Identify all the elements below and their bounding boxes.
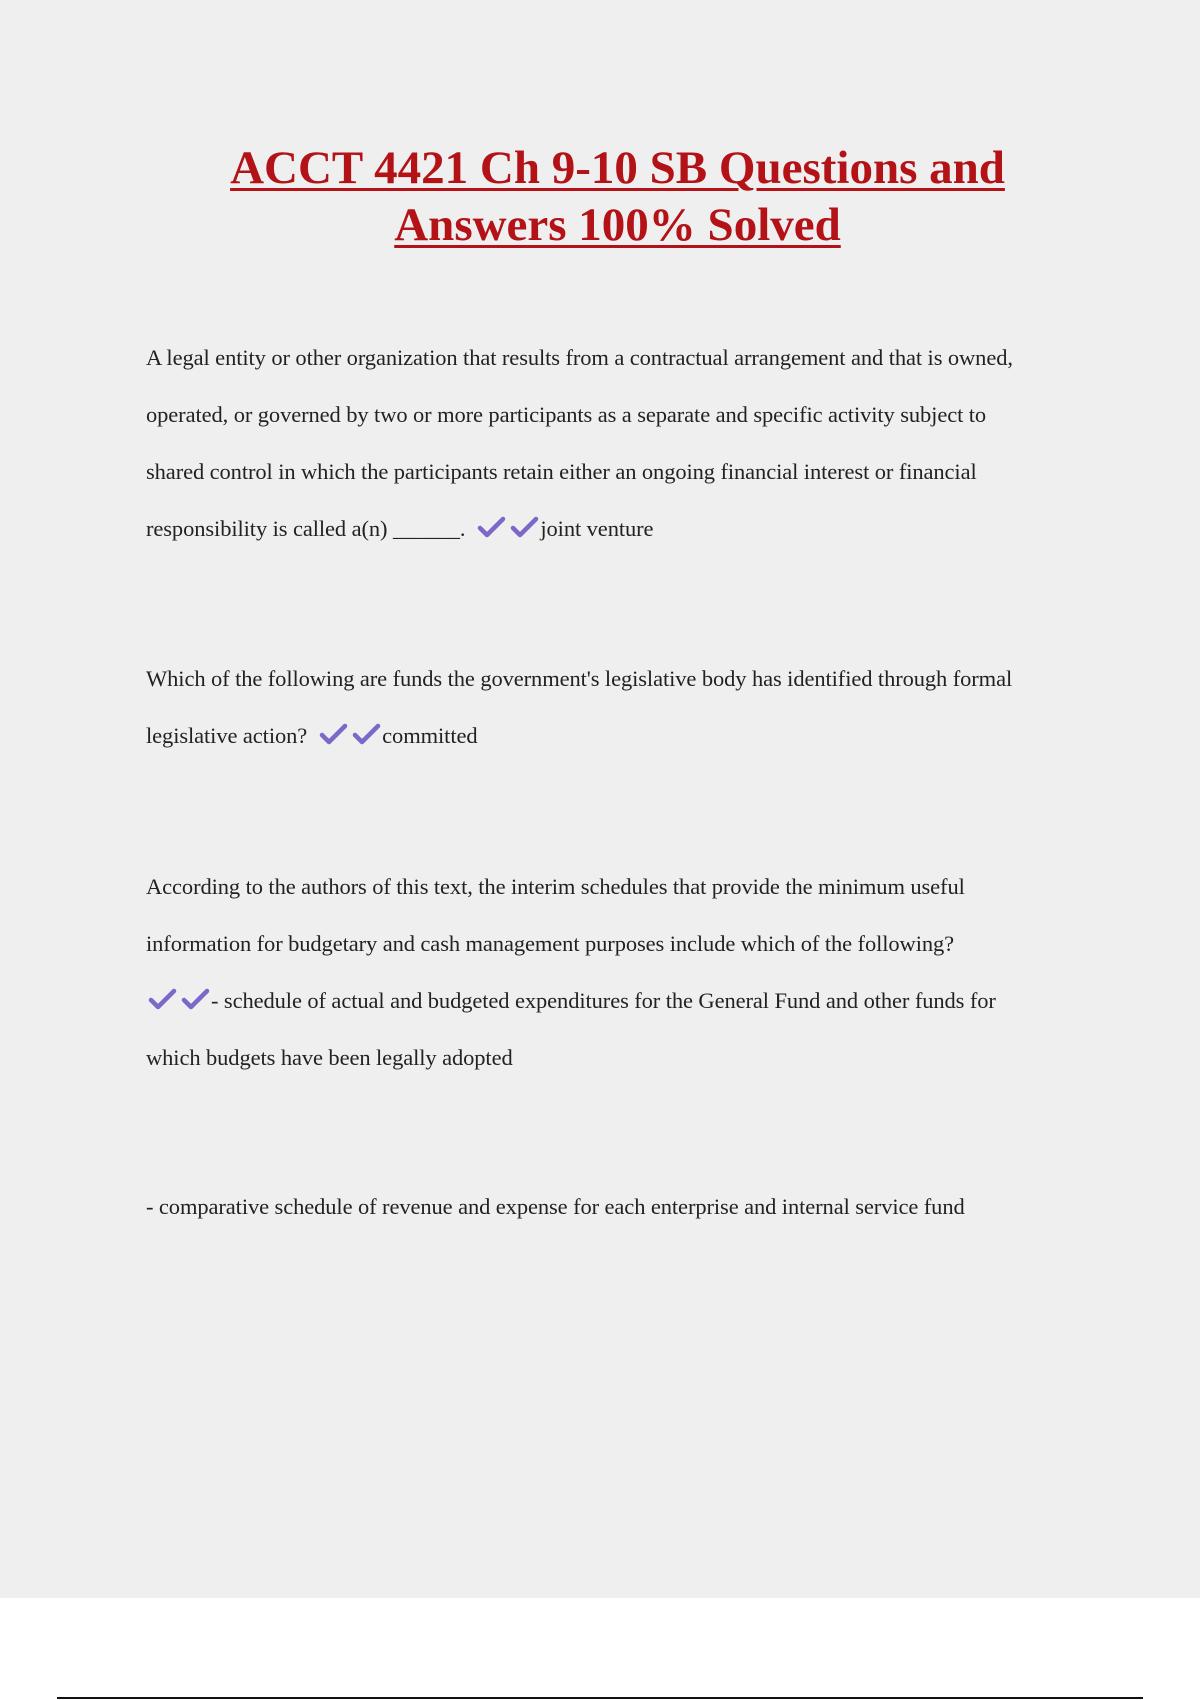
answer-1: joint venture [540, 516, 654, 541]
answer-3-line-1 [146, 972, 1106, 1029]
footer-divider [57, 1697, 1143, 1699]
title-line-1: ACCT 4421 Ch 9-10 SB Questions and [230, 142, 1005, 194]
answer-3-extra: - comparative schedule of revenue and expense for each enterprise and internal service fund [146, 1194, 965, 1219]
answer-3-text-1: - schedule of actual and budgeted expenditures for the General Fund and other funds for [211, 988, 996, 1013]
double-check-icon [148, 987, 210, 1011]
title-line-2: Answers 100% Solved [394, 199, 841, 251]
qa-block-2 [146, 650, 1106, 764]
question-3-line-2: information for budgetary and cash management purposes include which of the following? [146, 931, 955, 956]
question-1-line-4 [146, 500, 1106, 557]
question-1-text-end: responsibility is called a(n) ______. [146, 516, 466, 541]
question-3-line-1: According to the authors of this text, the interim schedules that provide the minimum useful [146, 874, 965, 899]
qa-block-3 [146, 858, 1106, 1086]
answer-3-line-2: which budgets have been legally adopted [146, 1045, 513, 1070]
double-check-icon [319, 722, 381, 746]
question-2-text-end: legislative action? [146, 723, 308, 748]
qa-block-1 [146, 329, 1106, 557]
document-title [100, 140, 1135, 254]
question-1-line-1: A legal entity or other organization that results from a contractual arrangement and that is owned, [146, 345, 1013, 370]
question-2-line-1: Which of the following are funds the government's legislative body has identified through formal [146, 666, 1013, 691]
question-1-line-3: shared control in which the participants retain either an ongoing financial interest or financial [146, 459, 977, 484]
answer-2: committed [382, 723, 478, 748]
question-2-line-2 [146, 707, 1106, 764]
question-1-line-2: operated, or governed by two or more participants as a separate and specific activity subject to [146, 402, 987, 427]
double-check-icon [477, 515, 539, 539]
answer-3-extra-block [146, 1178, 1106, 1235]
